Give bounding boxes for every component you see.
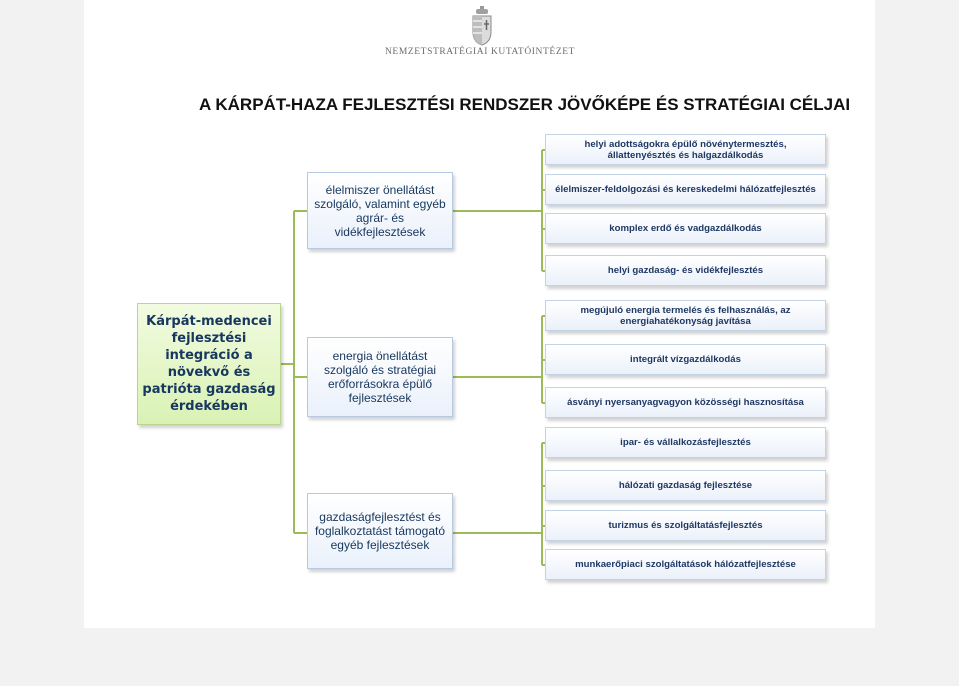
root-label: Kárpát-medencei fejlesztési integráció a növekvő és patrióta gazdaság érdekében bbox=[142, 314, 276, 414]
leaf-box bbox=[545, 470, 826, 501]
group-label: élelmiszer önellátást szolgáló, valamint egyéb agrár- és vidékfejlesztések bbox=[314, 182, 446, 239]
leaf-box bbox=[545, 510, 826, 541]
leaf-label: turizmus és szolgáltatásfejlesztés bbox=[608, 520, 763, 531]
leaf-box bbox=[545, 134, 826, 165]
leaf-box bbox=[545, 344, 826, 375]
group-box-agriculture bbox=[307, 172, 453, 249]
group-label: energia önellátást szolgáló és stratégiai erőforrásokra épülő fejlesztések bbox=[323, 349, 437, 405]
leaf-box bbox=[545, 213, 826, 244]
leaf-box bbox=[545, 174, 826, 205]
root-box bbox=[137, 303, 281, 425]
leaf-label: helyi adottságokra épülő növénytermesztés, állattenyésztés és halgazdálkodás bbox=[584, 138, 787, 161]
leaf-box bbox=[545, 255, 826, 286]
leaf-label: munkaerőpiaci szolgáltatások hálózatfejlesztése bbox=[575, 559, 796, 570]
leaf-label: élelmiszer-feldolgozási és kereskedelmi hálózatfejlesztés bbox=[555, 184, 816, 195]
leaf-label: komplex erdő és vadgazdálkodás bbox=[609, 223, 762, 234]
leaf-label: ásványi nyersanyagvagyon közösségi hasznosítása bbox=[567, 397, 804, 408]
organization-name: NEMZETSTRATÉGIAI KUTATÓINTÉZET bbox=[384, 47, 576, 57]
leaf-label: integrált vízgazdálkodás bbox=[630, 354, 741, 365]
leaf-label: ipar- és vállalkozásfejlesztés bbox=[620, 437, 751, 448]
leaf-box bbox=[545, 549, 826, 580]
leaf-box bbox=[545, 387, 826, 418]
leaf-label: hálózati gazdaság fejlesztése bbox=[618, 480, 753, 491]
leaf-box bbox=[545, 427, 826, 458]
leaf-label: megújuló energia termelés és felhasználás, az energiahatékonyság javítása bbox=[580, 304, 791, 327]
leaf-label: helyi gazdaság- és vidékfejlesztés bbox=[607, 265, 764, 276]
page-title: A KÁRPÁT-HAZA FEJLESZTÉSI RENDSZER JÖVŐKÉPE ÉS STRATÉGIAI CÉLJAI bbox=[199, 95, 851, 114]
group-box-economy bbox=[307, 493, 453, 569]
group-label: gazdaságfejlesztést és foglalkoztatást támogató egyéb fejlesztések bbox=[314, 510, 446, 552]
group-box-energy bbox=[307, 337, 453, 417]
leaf-box bbox=[545, 300, 826, 331]
